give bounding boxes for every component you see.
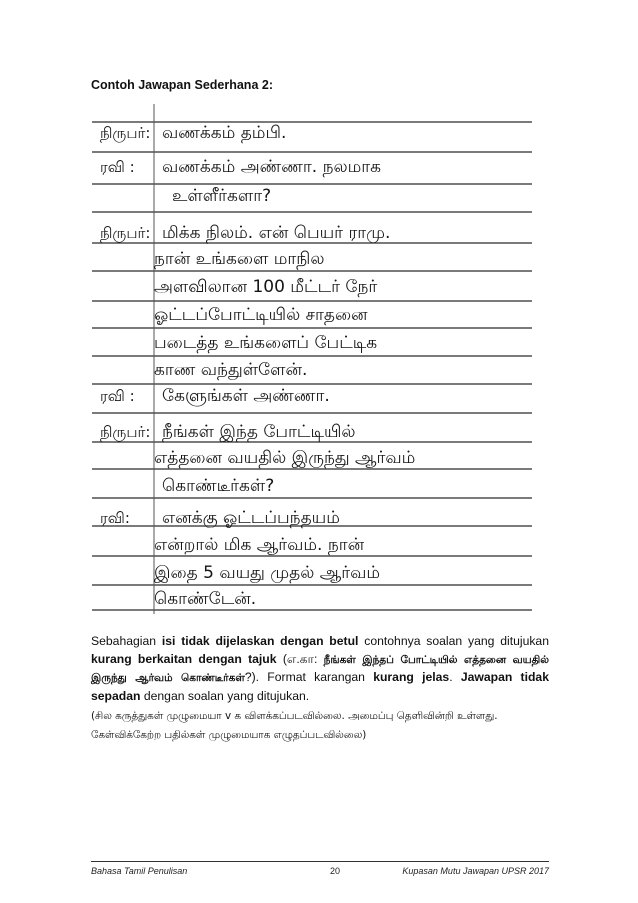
para-text: ?). Format karangan <box>244 670 365 684</box>
para-text: . <box>449 670 453 684</box>
para-bold: isi tidak dijelaskan dengan betul <box>161 634 359 648</box>
handwritten-line: கொண்டேன். <box>154 589 257 609</box>
handwritten-line: காண வந்துள்ளேன். <box>154 360 308 380</box>
handwritten-line: கொண்டீர்கள்? <box>162 476 275 496</box>
speaker-label: ரவி : <box>100 387 135 405</box>
para-bold: kurang berkaitan dengan tajuk <box>91 651 277 666</box>
handwritten-line: வணக்கம் அண்ணா. நலமாக <box>162 157 382 177</box>
speaker-label: நிருபர்: <box>100 224 151 242</box>
handwritten-line: படைத்த உங்களைப் பேட்டிக <box>154 333 378 353</box>
footer-subject: Bahasa Tamil Penulisan <box>91 866 188 876</box>
handwritten-line: இதை 5 வயது முதல் ஆர்வம் <box>154 563 381 583</box>
para-text: Sebahagian <box>91 634 157 648</box>
handwritten-line: நான் உங்களை மாநில <box>154 249 325 269</box>
speaker-label: ரவி: <box>100 509 130 527</box>
para-text: dengan soalan yang ditujukan. <box>143 688 310 703</box>
speaker-label: நிருபர்: <box>100 124 151 142</box>
handwritten-line: எனக்கு ஓட்டப்பந்தயம் <box>162 508 340 528</box>
footer-divider <box>91 861 549 862</box>
speaker-label: ரவி : <box>100 158 135 176</box>
handwritten-line: எத்தனை வயதில் இருந்து ஆர்வம் <box>154 448 416 468</box>
page-number: 20 <box>330 866 341 876</box>
handwritten-line: மிக்க நிலம். என் பெயர் ராமு. <box>162 223 391 243</box>
handwritten-line: என்றால் மிக ஆர்வம். நான் <box>154 535 365 555</box>
handwritten-line: நீங்கள் இந்த போட்டியில் <box>162 422 356 442</box>
handwritten-line: உள்ளீர்களா? <box>172 186 272 206</box>
tamil-note: (சில கருத்துகள் முழுமையா v க விளக்கப்படவில்லை. அமைப்பு தெளிவின்றி உள்ளது. கேள்விக்கேற்ற பதில்கள் முழுமையாக எழுதப்படவில்லை) <box>91 710 498 741</box>
footer-title: Kupasan Mutu Jawapan UPSR 2017 <box>402 866 549 876</box>
ruled-paper <box>92 104 544 614</box>
handwritten-line: ஓட்டப்போட்டியில் சாதனை <box>154 305 368 325</box>
para-text: contohnya soalan yang ditujukan <box>364 634 549 648</box>
handwritten-line: அளவிலான 100 மீட்டர் நேர் <box>154 277 378 297</box>
para-bold: Jawapan tidak sepadan <box>91 670 549 703</box>
handwritten-line: கேளுங்கள் அண்ணா. <box>162 386 330 406</box>
speaker-label: நிருபர்: <box>100 423 151 441</box>
comment-paragraph <box>91 633 549 705</box>
para-text: (எ.கா: <box>282 651 318 666</box>
para-bold: kurang jelas <box>373 670 450 684</box>
handwritten-answer-sheet <box>92 104 544 614</box>
page-heading: Contoh Jawapan Sederhana 2: <box>91 78 273 92</box>
handwritten-line: வணக்கம் தம்பி. <box>162 123 287 143</box>
example-question: நீங்கள் இந்தப் போட்டியில் எத்தனை வயதில் இருந்து ஆர்வம் கொண்டீர்கள் <box>91 653 549 684</box>
